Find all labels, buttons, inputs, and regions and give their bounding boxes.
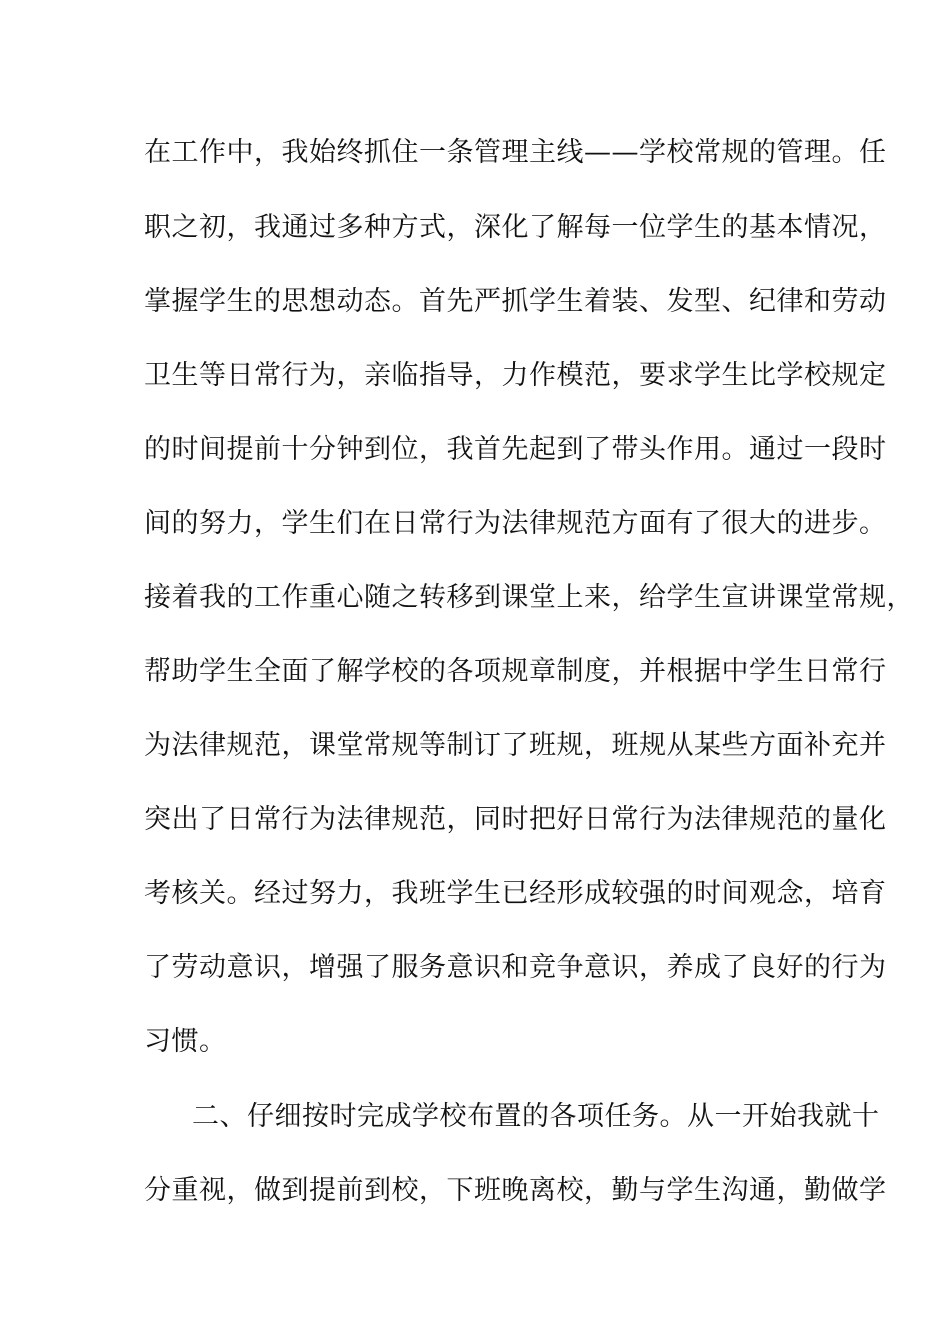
paragraph-line: 的时间提前十分钟到位，我首先起到了带头作用。通过一段时 <box>144 434 887 465</box>
paragraph-line: 考核关。经过努力，我班学生已经形成较强的时间观念，培育 <box>144 878 887 909</box>
paragraph-line: 突出了日常行为法律规范，同时把好日常行为法律规范的量化 <box>144 804 887 835</box>
paragraph-line: 分重视，做到提前到校，下班晚离校，勤与学生沟通，勤做学 <box>144 1175 887 1206</box>
paragraph-line: 掌握学生的思想动态。首先严抓学生着装、发型、纪律和劳动 <box>144 286 887 317</box>
paragraph-line: 了劳动意识，增强了服务意识和竞争意识，养成了良好的行为 <box>144 952 887 983</box>
paragraph-line: 职之初，我通过多种方式，深化了解每一位学生的基本情况， <box>144 212 887 243</box>
paragraph-line: 间的努力，学生们在日常行为法律规范方面有了很大的进步。 <box>144 508 887 539</box>
paragraph-line: 帮助学生全面了解学校的各项规章制度，并根据中学生日常行 <box>144 656 887 687</box>
paragraph-line: 在工作中，我始终抓住一条管理主线——学校常规的管理。任 <box>144 137 887 168</box>
paragraph-line: 为法律规范，课堂常规等制订了班规，班规从某些方面补充并 <box>144 730 887 761</box>
paragraph-line: 习惯。 <box>144 1026 227 1057</box>
paragraph-line: 卫生等日常行为，亲临指导，力作模范，要求学生比学校规定 <box>144 360 887 391</box>
paragraph-line: 接着我的工作重心随之转移到课堂上来，给学生宣讲课堂常规， <box>144 582 914 613</box>
paragraph-line-indented: 二、仔细按时完成学校布置的各项任务。从一开始我就十 <box>192 1101 880 1132</box>
